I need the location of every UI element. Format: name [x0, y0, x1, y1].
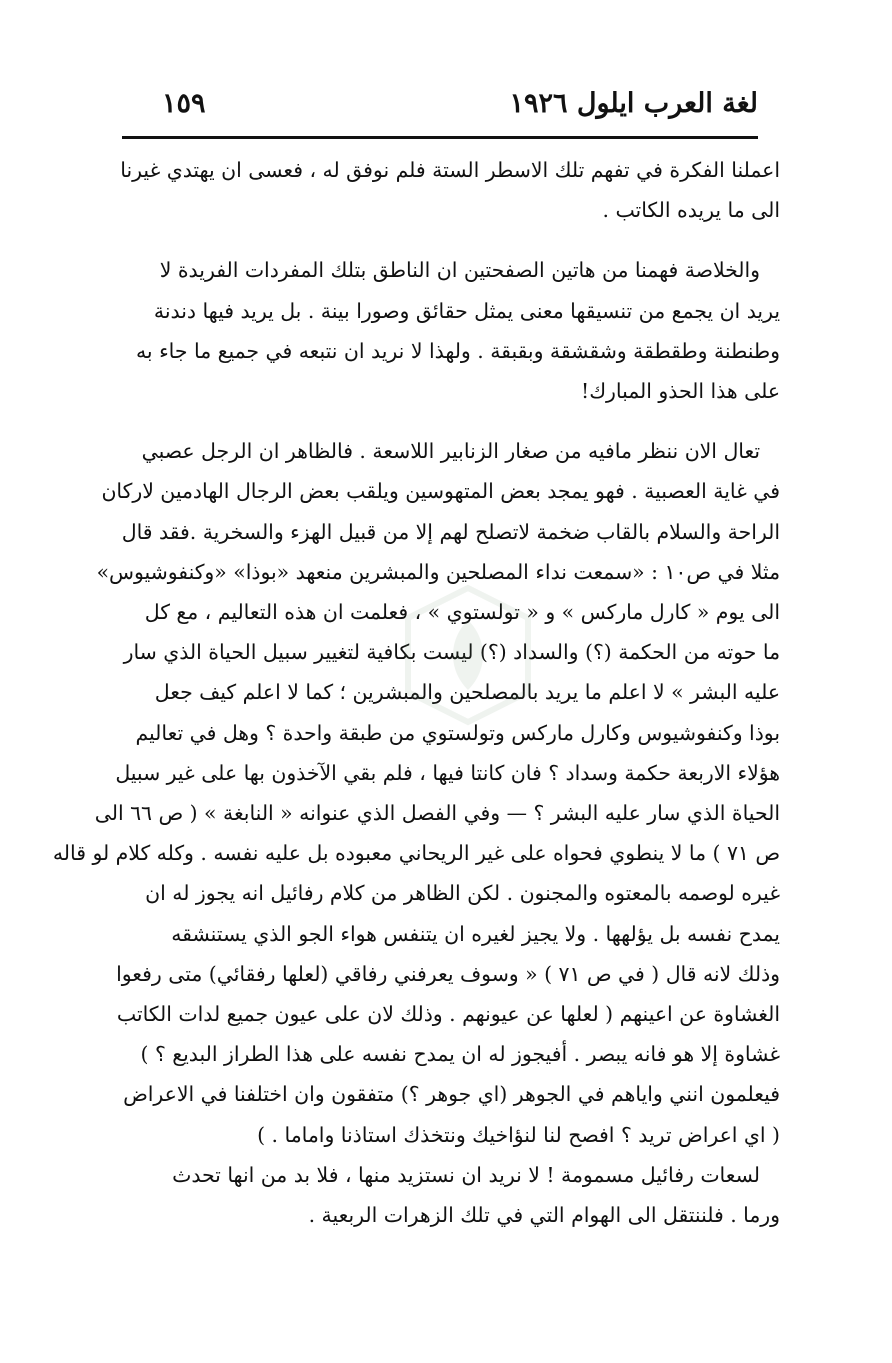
text-line: يريد ان يجمع من تنسيقها معنى يمثل حقائق وصورا بينة . بل يريد فيها دندنة: [153, 298, 780, 323]
text-line: وذلك لانه قال ( في ص ٧١ ) « وسوف يعرفني رفاقي (لعلها رفقائي) متى رفعوا: [116, 961, 780, 986]
page-number: ١٥٩: [162, 88, 206, 119]
text-line: لسعات رفائيل مسمومة ! لا نريد ان نستزيد منها ، فلا بد من انها تحدث: [172, 1162, 760, 1187]
text-line: يمدح نفسه بل يؤلهها . ولا يجيز لغيره ان يتنفس هواء الجو الذي يستنشقه: [171, 921, 780, 946]
text-line: الى ما يريده الكاتب .: [602, 198, 780, 223]
text-line: الراحة والسلام بالقاب ضخمة لاتصلح لهم إلا من قبيل الهزء والسخرية .فقد قال: [121, 519, 780, 544]
text-line: هؤلاء الاربعة حكمة وسداد ؟ فان كانتا فيها ، فلم بقي الآخذون بها على غير سبيل: [115, 760, 780, 785]
text-line: فيعلمون انني واياهم في الجوهر (اي جوهر ؟) متفقون وان اختلفنا في الاعراض: [123, 1082, 780, 1107]
text-line: والخلاصة فهمنا من هاتين الصفحتين ان الناطق بتلك المفردات الفريدة لا: [159, 258, 760, 283]
running-title: لغة العرب ايلول ١٩٢٦: [509, 88, 758, 119]
text-line: الى يوم « كارل ماركس » و « تولستوي » ، فعلمت ان هذه التعاليم ، مع كل: [144, 600, 780, 625]
paragraph: [52, 431, 780, 1155]
text-line: اعملنا الفكرة في تفهم تلك الاسطر الستة فلم نوفق له ، فعسى ان يهتدي غيرنا: [120, 158, 780, 182]
text-line: ص ٧١ ) ما لا ينطوي فحواه على غير الريحاني معبوده بل عليه نفسه . وكله كلام لو قاله: [52, 841, 780, 866]
paragraph: [120, 250, 780, 411]
text-line: ورما . فلننتقل الى الهوام التي في تلك الزهرات الربعية .: [308, 1203, 780, 1228]
text-line: الغشاوة عن اعينهم ( لعلها عن عيونهم . وذلك لان على عيون جميع لدات الكاتب: [116, 1002, 780, 1027]
text-line: ما حوته من الحكمة (؟) والسداد (؟) ليست بكافية لتغيير سبيل الحياة الذي سار: [123, 640, 780, 665]
paragraph: [120, 1155, 780, 1235]
text-line: ( اي اعراض تريد ؟ افصح لنا لنؤاخيك ونتخذك استاذنا واماما . ): [257, 1122, 780, 1147]
text-line: الحياة الذي سار عليه البشر ؟ — وفي الفصل الذي عنوانه « النابغة » ( ص ٦٦ الى: [94, 801, 780, 826]
text-line: غشاوة إلا هو فانه يبصر . أفيجوز له ان يمدح نفسه على هذا الطراز البديع ؟ ): [140, 1042, 780, 1067]
text-line: في غاية العصبية . فهو يمجد بعض المتهوسين ويلقب بعض الرجال الهادمين لاركان: [101, 479, 780, 504]
text-line: عليه البشر » لا اعلم ما يريد بالمصلحين والمبشرين ؛ كما لا اعلم كيف جعل: [154, 680, 780, 705]
text-line: تعال الان ننظر مافيه من صغار الزنابير اللاسعة . فالظاهر ان الرجل عصبي: [141, 439, 760, 464]
library-watermark-emblem: [378, 580, 558, 730]
header-rule: [122, 136, 758, 139]
text-line: على هذا الحذو المبارك!: [581, 379, 780, 404]
text-line: مثلا في ص١٠ : «سمعت نداء المصلحين والمبشرين منعهد «بوذا» «وكنفوشيوس»: [96, 559, 780, 584]
text-line: وطنطنة وطقطقة وشقشقة وبقبقة . ولهذا لا نريد ان نتبعه في جميع ما جاء به: [136, 338, 780, 363]
text-line: غيره لوصمه بالمعتوه والمجنون . لكن الظاهر من كلام رفائيل انه يجوز له ان: [145, 881, 780, 906]
page-header: [120, 88, 758, 128]
paragraph: [120, 150, 780, 230]
text-line: بوذا وكنفوشيوس وكارل ماركس وتولستوي من طبقة واحدة ؟ وهل في تعاليم: [135, 720, 780, 745]
